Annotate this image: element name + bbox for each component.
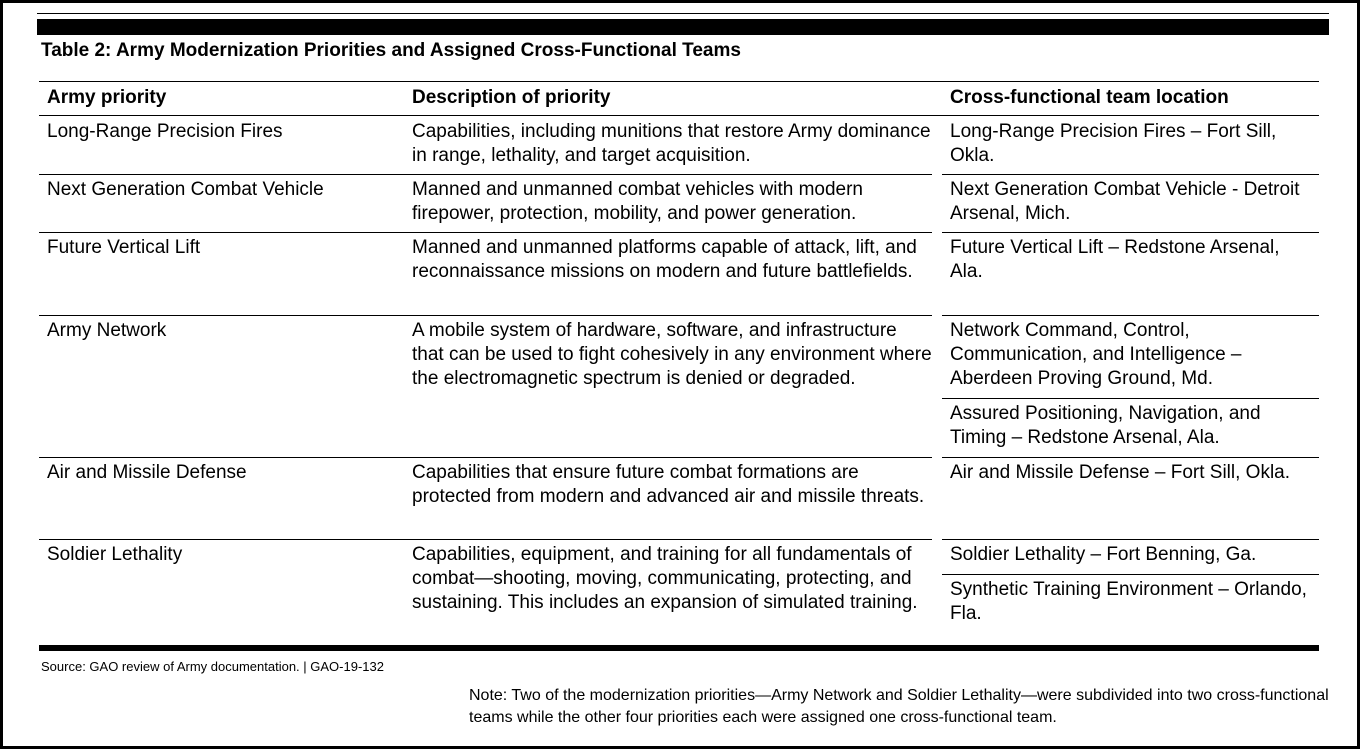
row-5-rule-left bbox=[39, 539, 932, 540]
row-4-rule-right bbox=[942, 457, 1319, 458]
row-4-location-2: Assured Positioning, Navigation, and Timing – Redstone Arsenal, Ala. bbox=[950, 403, 1261, 448]
row-1-priority: Long-Range Precision Fires bbox=[47, 121, 283, 142]
row-1-rule-left bbox=[39, 174, 932, 175]
row-5-priority: Air and Missile Defense bbox=[47, 462, 247, 483]
row-4-description: A mobile system of hardware, software, and infrastructure that can be used to fight cohesively in any environment where the electromagnetic spectrum is denied or degraded. bbox=[412, 320, 932, 389]
top-rule-thick bbox=[37, 19, 1329, 35]
source-line: Source: GAO review of Army documentation. | GAO-19-132 bbox=[41, 659, 384, 674]
row-1-description: Capabilities, including munitions that restore Army dominance in range, lethality, and target acquisition. bbox=[412, 121, 931, 166]
row-2-description: Manned and unmanned combat vehicles with modern firepower, protection, mobility, and power generation. bbox=[412, 179, 863, 224]
row-4-priority: Army Network bbox=[47, 320, 167, 341]
row-4-location-1: Network Command, Control, Communication, and Intelligence – Aberdeen Proving Ground, Md. bbox=[950, 320, 1242, 389]
header-priority: Army priority bbox=[47, 87, 167, 108]
row-1-rule-right bbox=[942, 174, 1319, 175]
row-3-location: Future Vertical Lift – Redstone Arsenal, Ala. bbox=[950, 237, 1280, 282]
table-title: Table 2: Army Modernization Priorities and Assigned Cross-Functional Teams bbox=[41, 40, 741, 61]
row-3-priority: Future Vertical Lift bbox=[47, 237, 201, 258]
row-6-priority: Soldier Lethality bbox=[47, 544, 183, 565]
header-location: Cross-functional team location bbox=[950, 87, 1229, 108]
header-bottom-rule bbox=[39, 115, 1319, 116]
row-5-location: Air and Missile Defense – Fort Sill, Okla. bbox=[950, 462, 1291, 483]
row-6-location-1: Soldier Lethality – Fort Benning, Ga. bbox=[950, 544, 1257, 565]
row-5-description: Capabilities that ensure future combat formations are protected from modern and advanced air and missile threats. bbox=[412, 462, 925, 507]
row-2-rule-right bbox=[942, 232, 1319, 233]
row-5-rule-right bbox=[942, 539, 1319, 540]
row-6-location-2: Synthetic Training Environment – Orlando, Fla. bbox=[950, 579, 1307, 624]
row-2-priority: Next Generation Combat Vehicle bbox=[47, 179, 324, 200]
table-bottom-rule bbox=[39, 645, 1319, 651]
table-note: Note: Two of the modernization priorities—Army Network and Soldier Lethality—were subdivided into two cross-functional teams while the other four priorities each were assigned one cross-functional team. bbox=[469, 687, 1329, 726]
row-3-description: Manned and unmanned platforms capable of attack, lift, and reconnaissance missions on modern and future battlefields. bbox=[412, 237, 917, 282]
row-3-rule-left bbox=[39, 315, 932, 316]
row-1-location: Long-Range Precision Fires – Fort Sill, Okla. bbox=[950, 121, 1277, 166]
row-4-rule-left bbox=[39, 457, 932, 458]
header-top-rule bbox=[39, 81, 1319, 82]
row-6-description: Capabilities, equipment, and training for all fundamentals of combat—shooting, moving, communicating, protecting, and sustaining. This includes an expansion of simulated training. bbox=[412, 544, 918, 613]
top-rule-thin bbox=[37, 13, 1329, 14]
row-6-sub-rule bbox=[942, 574, 1319, 575]
row-2-location: Next Generation Combat Vehicle - Detroit Arsenal, Mich. bbox=[950, 179, 1300, 224]
row-3-rule-right bbox=[942, 315, 1319, 316]
header-description: Description of priority bbox=[412, 87, 611, 108]
row-2-rule-left bbox=[39, 232, 932, 233]
row-4-sub-rule bbox=[942, 398, 1319, 399]
